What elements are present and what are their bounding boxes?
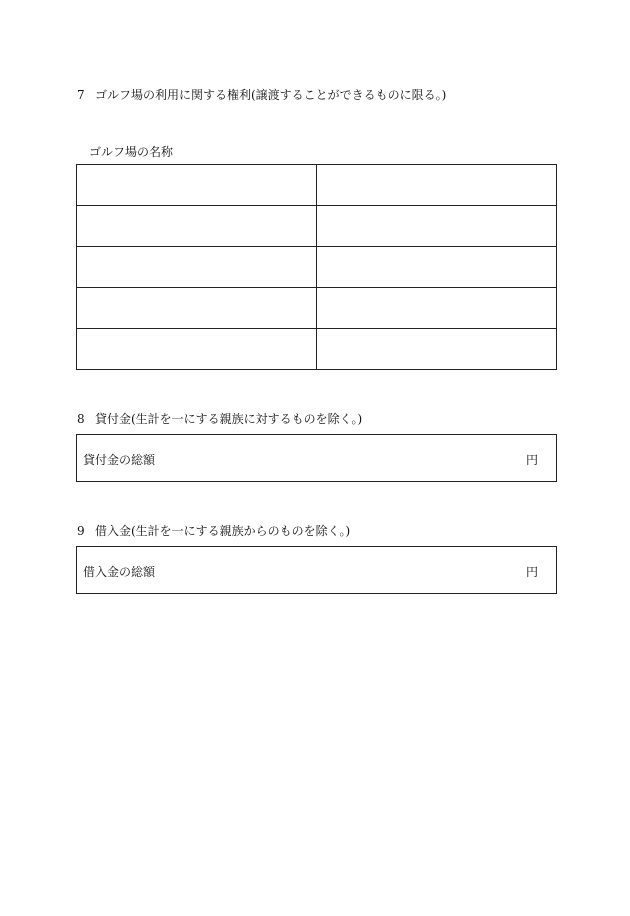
section-7-title: ゴルフ場の利用に関する権利(譲渡することができるものに限る。) bbox=[95, 88, 447, 102]
golf-course-detail-cell[interactable] bbox=[317, 247, 557, 288]
table-row bbox=[77, 247, 557, 288]
table-row bbox=[77, 288, 557, 329]
section-8-title: 貸付金(生計を一にする親族に対するものを除く。) bbox=[95, 412, 363, 426]
table-row bbox=[77, 329, 557, 370]
loan-total-field[interactable] bbox=[76, 434, 557, 482]
golf-course-name-cell[interactable] bbox=[77, 165, 317, 206]
section-9-title: 借入金(生計を一にする親族からのものを除く。) bbox=[95, 524, 351, 538]
yen-unit: 円 bbox=[525, 565, 538, 579]
table-row bbox=[77, 206, 557, 247]
golf-course-name-label: ゴルフ場の名称 bbox=[89, 145, 174, 159]
golf-course-name-cell[interactable] bbox=[77, 288, 317, 329]
section-7-heading bbox=[77, 86, 446, 103]
yen-unit: 円 bbox=[525, 453, 538, 467]
borrowing-total-field[interactable] bbox=[76, 546, 557, 594]
golf-course-detail-cell[interactable] bbox=[317, 165, 557, 206]
section-8-heading bbox=[77, 410, 362, 427]
loan-total-label: 貸付金の総額 bbox=[83, 453, 156, 467]
section-9-number: 9 bbox=[77, 524, 85, 538]
golf-course-name-cell[interactable] bbox=[77, 247, 317, 288]
golf-course-name-cell[interactable] bbox=[77, 329, 317, 370]
table-row bbox=[77, 165, 557, 206]
golf-course-detail-cell[interactable] bbox=[317, 288, 557, 329]
section-9-heading bbox=[77, 522, 350, 539]
golf-course-detail-cell[interactable] bbox=[317, 329, 557, 370]
section-8-number: 8 bbox=[77, 412, 85, 426]
golf-course-name-cell[interactable] bbox=[77, 206, 317, 247]
section-7-number: 7 bbox=[77, 88, 85, 102]
golf-course-table bbox=[76, 164, 557, 370]
golf-course-detail-cell[interactable] bbox=[317, 206, 557, 247]
borrowing-total-label: 借入金の総額 bbox=[83, 565, 156, 579]
